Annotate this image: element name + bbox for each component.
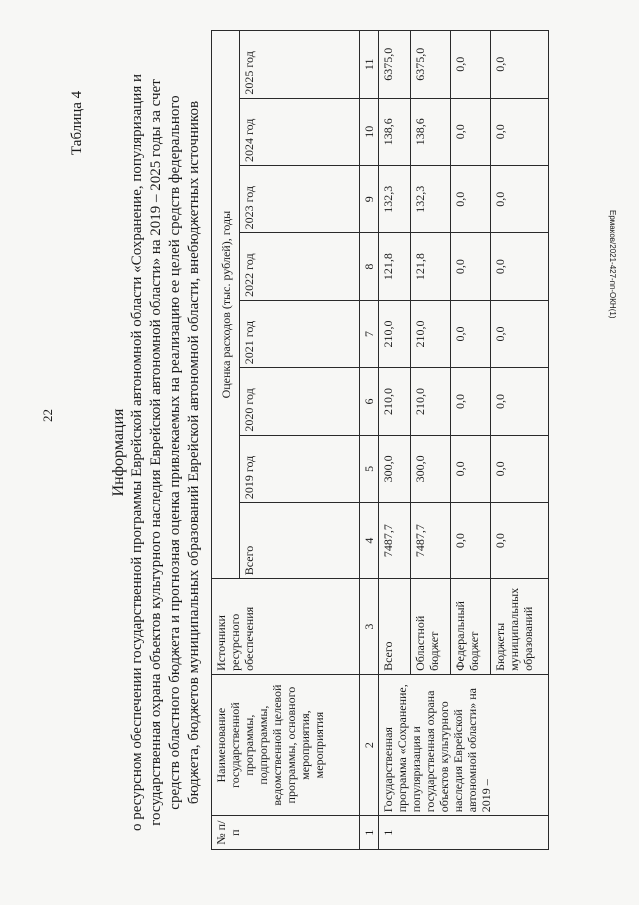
rotated-content <box>0 25 564 870</box>
value-cell: 0,0 <box>451 300 491 367</box>
column-number: 10 <box>360 98 379 165</box>
header-no: № п/п <box>212 816 360 850</box>
resource-table <box>211 30 549 850</box>
column-number: 3 <box>360 579 379 675</box>
row-number: 1 <box>379 816 549 850</box>
column-number: 9 <box>360 165 379 232</box>
table-title <box>109 65 204 840</box>
title-line: средств областного бюджета и прогнозная оценка привлекаемых на реализацию ее целей средств федерального <box>167 95 183 810</box>
header-year: 2022 год <box>240 233 360 300</box>
column-number-row <box>360 31 379 850</box>
source-cell: Федеральный бюджет <box>451 579 491 675</box>
value-cell: 138,6 <box>411 98 451 165</box>
column-number: 5 <box>360 435 379 502</box>
value-cell: 132,3 <box>379 165 411 232</box>
value-cell: 121,8 <box>411 233 451 300</box>
value-cell: 0,0 <box>451 435 491 502</box>
page-number: 22 <box>40 409 55 422</box>
header-year: 2023 год <box>240 165 360 232</box>
column-number: 11 <box>360 31 379 99</box>
value-cell: 6375,0 <box>411 31 451 99</box>
value-cell: 0,0 <box>451 503 491 579</box>
column-number: 1 <box>360 816 379 850</box>
column-number: 6 <box>360 368 379 435</box>
value-cell: 300,0 <box>379 435 411 502</box>
value-cell: 210,0 <box>411 368 451 435</box>
title-line: о ресурсном обеспечении государственной программы Еврейской автономной области «Сохранение, популяризация и <box>129 74 145 832</box>
document-code: Ермаков/2021-427-пп-ОКН(1) <box>608 210 617 319</box>
value-cell: 0,0 <box>451 233 491 300</box>
value-cell: 0,0 <box>491 435 549 502</box>
column-number: 7 <box>360 300 379 367</box>
value-cell: 300,0 <box>411 435 451 502</box>
value-cell: 210,0 <box>379 300 411 367</box>
column-number: 2 <box>360 674 379 815</box>
title-line: государственная охрана объектов культурного наследия Еврейской автономной области» на 2019 – 2025 годы за счет <box>148 79 164 826</box>
title-line: бюджета, бюджетов муниципальных образований Еврейской автономной области, внебюджетных источников <box>186 100 202 805</box>
header-costs-group: Оценка расходов (тыс. рублей), годы <box>212 31 240 579</box>
value-cell: 0,0 <box>491 233 549 300</box>
table-row <box>379 31 411 850</box>
value-cell: 0,0 <box>491 165 549 232</box>
header-year: 2021 год <box>240 300 360 367</box>
value-cell: 0,0 <box>491 300 549 367</box>
program-name: Государственная программа «Сохранение, популяризация и государственная охрана объектов культурного наследия Еврейской автономной области» на 2019 – <box>379 674 549 815</box>
header-sources: Источники ресурсного обеспечения <box>212 579 360 675</box>
value-cell: 210,0 <box>379 368 411 435</box>
value-cell: 0,0 <box>491 368 549 435</box>
header-name: Наименование государственной программы, подпрограммы, ведомственной целевой программы, основного мероприятия, мероприятия <box>212 674 360 815</box>
title-heading: Информация <box>110 408 127 497</box>
value-cell: 0,0 <box>451 98 491 165</box>
header-year: 2025 год <box>240 31 360 99</box>
table-label: Таблица 4 <box>69 90 85 155</box>
header-year: 2024 год <box>240 98 360 165</box>
value-cell: 0,0 <box>451 31 491 99</box>
source-cell: Бюджеты муниципальных образований <box>491 579 549 675</box>
value-cell: 7487,7 <box>379 503 411 579</box>
value-cell: 0,0 <box>451 368 491 435</box>
value-cell: 6375,0 <box>379 31 411 99</box>
value-cell: 0,0 <box>491 98 549 165</box>
source-cell: Областной бюджет <box>411 579 451 675</box>
value-cell: 132,3 <box>411 165 451 232</box>
column-number: 4 <box>360 503 379 579</box>
value-cell: 210,0 <box>411 300 451 367</box>
header-year: 2019 год <box>240 435 360 502</box>
header-total: Всего <box>240 503 360 579</box>
column-number: 8 <box>360 233 379 300</box>
value-cell: 7487,7 <box>411 503 451 579</box>
value-cell: 0,0 <box>491 503 549 579</box>
value-cell: 138,6 <box>379 98 411 165</box>
value-cell: 0,0 <box>491 31 549 99</box>
value-cell: 121,8 <box>379 233 411 300</box>
value-cell: 0,0 <box>451 165 491 232</box>
header-year: 2020 год <box>240 368 360 435</box>
source-cell: Всего <box>379 579 411 675</box>
